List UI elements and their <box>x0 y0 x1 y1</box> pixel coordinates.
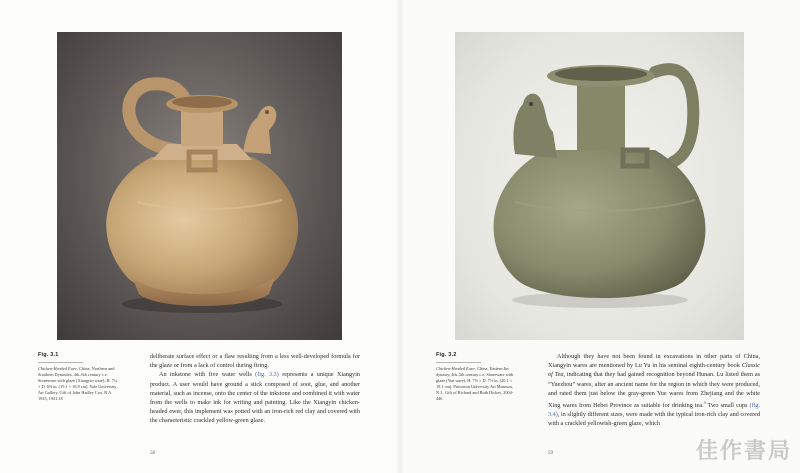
book-gutter <box>396 0 404 473</box>
figure-3-2-caption <box>436 366 516 403</box>
footnote-marker[interactable]: 3 <box>703 400 706 406</box>
caption-title: Chicken-Headed Ewer <box>436 366 476 371</box>
figure-3-1-photo <box>57 32 342 340</box>
text-run: represents a unique Xiangyin product. A user would have ground a stick composed of soot, glue, and another material, such as incense, onto the center of the inkstone and combined it with water from the wells to make ink for writing and painting. Like the Xiangyin chicken-headed ewer, this implement was potted with an iron-rich red clay and covered with the characteristic crackled yellow-green glaze. <box>150 371 361 425</box>
paragraph: deliberate surface effect or a flaw resulting from a less well-developed formula for the glaze or from a lack of control during firing. <box>150 353 360 370</box>
left-body-text <box>150 352 360 426</box>
paragraph <box>548 352 760 429</box>
figure-3-2-photo <box>455 32 744 340</box>
text-run: Two small cups <box>705 402 750 410</box>
caption-details: , China, Northern and Southern Dynasties, 4th–6th century c.e. Stoneware with glaze (Xiangyin ware), H. 7¼ × D. 6⅝ in. (19.1 × 16.9 cm). Yale University Art Gallery, Gift of John Hadley Cox, B.A. 1935, 1941.18 <box>38 366 118 402</box>
ewer-yellow-illustration <box>57 32 342 340</box>
right-body-text <box>548 352 760 429</box>
figure-3-2-label: Fig. 3.2 <box>436 352 457 358</box>
book-title: Classic of Tea <box>548 362 760 379</box>
ewer-green-illustration <box>455 32 744 340</box>
text-run: , indicating that they had gained recognition beyond Hunan. Lu listed them as “Yuezhou” wares, after an ancient name for the region in which they were produced, and rated them just below the gray-green Yue wares from Zhejiang and the white Xing wares from Hebei Province as suitable for drinking tea. <box>548 371 760 410</box>
seller-watermark: 佳作書局 <box>695 439 792 464</box>
caption-title: Chicken-Headed Ewer <box>38 366 78 371</box>
text-run: An inkstone with five water wells <box>159 371 256 379</box>
caption-rule <box>436 362 481 363</box>
page-number-right: 59 <box>548 451 553 456</box>
figure-3-1-label: Fig. 3.1 <box>38 352 59 358</box>
text-run: , in slightly different sizes, were made with the typical iron-rich clay and covered with a crackled yellowish-green glaze, which <box>548 411 760 428</box>
page-number-left: 58 <box>150 451 155 456</box>
figure-3-1-caption <box>38 366 118 403</box>
text-run: Although they have not been found in excavations in other parts of China, Xiangyin wares are mentioned by Lu Yu in his seminal eighth-century book <box>548 353 760 370</box>
figure-reference-link[interactable]: (fig. 3.3) <box>255 371 279 379</box>
paragraph <box>150 370 360 425</box>
figure-reference-link[interactable]: (fig. 3.4) <box>548 402 760 419</box>
caption-details: , China, Eastern Jin dynasty, 4th–5th century c.e. Stoneware with glaze (Yue ware), H. 7⅞ × D. 7½ in. (20.1 × 19.1 cm). Princeton University Art Museum, N.J., Gift of Richard and Ruth Dickes, 2004-446 <box>436 366 514 402</box>
caption-rule <box>38 362 83 363</box>
